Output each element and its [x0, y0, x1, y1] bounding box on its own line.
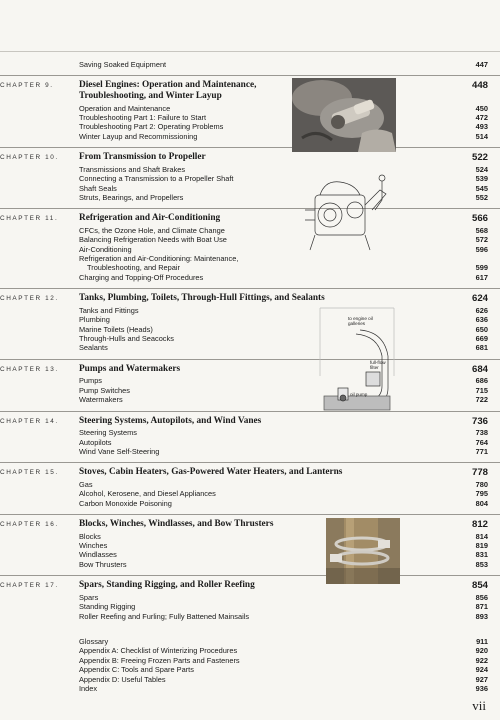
section-page: 514: [475, 131, 488, 141]
section-page: 780: [475, 479, 488, 489]
section-title: Troubleshooting, and Repair: [87, 263, 180, 273]
section-page: 572: [475, 235, 488, 245]
oil-system-diagram: [316, 306, 398, 412]
chapter-block: [0, 288, 500, 353]
chapter-block: [0, 575, 500, 621]
section-page: 472: [475, 112, 488, 122]
section-page: 626: [475, 305, 488, 315]
section-page: 539: [475, 174, 488, 184]
section-entry[interactable]: [0, 602, 500, 611]
chapter-block: [0, 462, 500, 508]
back-matter-entry[interactable]: [0, 665, 500, 674]
chapter-title-line: Blocks, Winches, Windlasses, and Bow Thrusters: [79, 519, 274, 530]
chapter-label: CHAPTER 17.: [0, 582, 59, 590]
section-entry[interactable]: [0, 334, 500, 343]
chapter-title-line: Pumps and Watermakers: [79, 363, 181, 374]
section-page: 771: [475, 446, 488, 456]
back-matter-page: 911: [476, 637, 488, 646]
section-title: Transmissions and Shaft Brakes: [79, 164, 186, 174]
back-matter-title: Appendix C: Tools and Spare Parts: [79, 665, 194, 675]
section-entry[interactable]: [0, 541, 500, 550]
section-page: 686: [475, 376, 488, 386]
section-title: Winches: [79, 541, 108, 551]
chapter-title-line: Spars, Standing Rigging, and Roller Reefing: [79, 580, 255, 591]
chapter-label: CHAPTER 10.: [0, 154, 59, 162]
section-title: Through-Hulls and Seacocks: [79, 334, 174, 343]
section-entry[interactable]: [0, 263, 500, 272]
section-entry[interactable]: [0, 226, 500, 235]
section-page: 853: [475, 559, 488, 569]
back-matter-page: 924: [475, 665, 488, 675]
section-title: Tanks and Fittings: [79, 305, 139, 315]
section-title: Marine Toilets (Heads): [79, 324, 153, 334]
section-title: Alcohol, Kerosene, and Diesel Appliances: [79, 489, 216, 499]
chapter-title[interactable]: [79, 467, 379, 478]
section-list: [0, 428, 500, 456]
back-matter-entry[interactable]: [0, 646, 500, 655]
back-matter-entry[interactable]: [0, 675, 500, 684]
back-matter-page: 922: [475, 655, 488, 665]
section-title: Roller Reefing and Furling; Fully Battened Mainsails: [79, 611, 250, 621]
section-entry[interactable]: [0, 193, 500, 202]
label-to-engine: to engine oil galleries: [348, 316, 373, 326]
section-entry[interactable]: [0, 325, 500, 334]
section-page: 893: [475, 611, 488, 621]
section-title: Troubleshooting Part 1: Failure to Start: [79, 112, 207, 122]
chapter-title-line: Steering Systems, Autopilots, and Wind Vanes: [79, 415, 262, 426]
back-matter-page: 936: [475, 683, 488, 693]
toc-column: [0, 60, 500, 693]
chapter-list: [0, 75, 500, 621]
section-page: 669: [475, 334, 488, 343]
section-page: 856: [475, 592, 488, 602]
section-title: Blocks: [79, 531, 101, 541]
section-page: 596: [475, 244, 488, 254]
section-entry[interactable]: [0, 489, 500, 498]
section-entry[interactable]: [0, 593, 500, 602]
section-title: Pumps: [79, 376, 103, 386]
section-title: Windlasses: [79, 550, 117, 560]
section-page: 545: [475, 183, 488, 193]
chapter-title-line: Refrigeration and Air-Conditioning: [79, 213, 221, 224]
section-entry[interactable]: [0, 315, 500, 324]
section-entry[interactable]: [0, 343, 500, 352]
chapter-title-line: Diesel Engines: Operation and Maintenance,: [79, 80, 257, 91]
section-page: 493: [475, 122, 488, 132]
section-entry[interactable]: [0, 499, 500, 508]
section-title: Steering Systems: [79, 428, 137, 438]
section-title: Shaft Seals: [79, 183, 117, 193]
chapter-page: 566: [471, 213, 488, 225]
section-title: Gas: [79, 479, 93, 489]
chapter-block: [0, 208, 500, 282]
section-title: Connecting a Transmission to a Propeller Shaft: [79, 174, 234, 184]
chapter-page: 778: [471, 467, 488, 479]
section-title: Wind Vane Self-Steering: [79, 446, 160, 456]
section-page: 764: [475, 437, 488, 447]
section-list: [0, 226, 500, 282]
section-entry[interactable]: [0, 104, 500, 113]
section-title: Sealants: [79, 343, 108, 353]
section-page: 871: [475, 602, 488, 612]
section-entry[interactable]: [0, 184, 500, 193]
chapter-block: [0, 75, 500, 141]
back-matter-title: Appendix A: Checklist of Winterizing Procedures: [79, 646, 238, 656]
chapter-title-line: Troubleshooting, and Winter Layup: [79, 90, 222, 101]
section-entry[interactable]: [0, 254, 500, 263]
chapter-block: [0, 359, 500, 405]
section-page: 650: [475, 324, 488, 334]
chapter-block: [0, 411, 500, 457]
section-entry[interactable]: [0, 132, 500, 141]
section-title: Spars: [79, 592, 99, 602]
chapter-page: 624: [471, 293, 488, 305]
back-matter-title: Glossary: [79, 637, 109, 646]
chapter-title-line: From Transmission to Propeller: [79, 152, 206, 163]
section-title: Charging and Topping-Off Procedures: [79, 272, 204, 282]
section-entry[interactable]: [0, 612, 500, 621]
chapter-title[interactable]: [79, 416, 379, 427]
section-list: [0, 165, 500, 203]
section-page: 636: [475, 315, 488, 325]
section-title: Winter Layup and Recommissioning: [79, 131, 198, 141]
section-entry[interactable]: [0, 560, 500, 569]
chapter-page: 448: [471, 80, 488, 92]
section-title: Balancing Refrigeration Needs with Boat Use: [79, 235, 227, 245]
section-page: 552: [475, 192, 488, 202]
section-title: Plumbing: [79, 315, 110, 325]
back-matter-title: Appendix D: Useful Tables: [79, 674, 166, 684]
section-entry[interactable]: [0, 165, 500, 174]
back-matter-title: Appendix B: Freeing Frozen Parts and Fasteners: [79, 655, 240, 665]
section-entry[interactable]: [0, 174, 500, 183]
back-matter-page: 927: [475, 674, 488, 684]
chapter-page: 522: [471, 152, 488, 164]
chapter-label: CHAPTER 16.: [0, 521, 59, 529]
section-page: 450: [475, 103, 488, 113]
chapter-page: 812: [471, 519, 488, 531]
section-title: CFCs, the Ozone Hole, and Climate Change: [79, 225, 225, 235]
toc-lead-entry: [0, 60, 500, 69]
chapter-label: CHAPTER 14.: [0, 417, 59, 425]
section-page: 617: [475, 272, 488, 282]
chapter-label: CHAPTER 12.: [0, 295, 59, 303]
section-entry[interactable]: [0, 113, 500, 122]
chapter-label: CHAPTER 13.: [0, 365, 59, 373]
chapter-label: CHAPTER 9.: [0, 82, 54, 90]
back-matter-entry[interactable]: [0, 684, 500, 693]
back-matter-list: [0, 637, 500, 693]
section-list: [0, 593, 500, 621]
section-title: Operation and Maintenance: [79, 103, 171, 113]
back-matter-page: 920: [475, 646, 488, 656]
chapter-page: 854: [471, 580, 488, 592]
entry-page: 447: [475, 60, 488, 69]
section-page: 819: [475, 541, 488, 551]
section-page: 524: [475, 164, 488, 174]
back-matter-title: Index: [79, 683, 98, 693]
section-entry[interactable]: [0, 447, 500, 456]
chapter-label: CHAPTER 11.: [0, 215, 59, 223]
page-number: vii: [472, 698, 486, 713]
chapter-block: [0, 147, 500, 202]
section-entry[interactable]: [0, 306, 500, 315]
section-entry[interactable]: [0, 122, 500, 131]
section-entry[interactable]: [0, 550, 500, 559]
section-list: [0, 376, 500, 404]
section-entry[interactable]: [0, 532, 500, 541]
section-title: Watermakers: [79, 395, 123, 405]
section-entry[interactable]: [0, 428, 500, 437]
section-title: Refrigeration and Air-Conditioning: Maintenance,: [79, 254, 239, 264]
section-title: Bow Thrusters: [79, 559, 127, 569]
section-page: 681: [475, 343, 488, 353]
chapter-title[interactable]: [79, 293, 379, 304]
section-list: [0, 532, 500, 570]
compressor-drawing: [300, 170, 390, 260]
section-entry[interactable]: [0, 395, 500, 404]
label-full-flow: full-flow filter: [370, 360, 386, 370]
chapter-label: CHAPTER 15.: [0, 469, 59, 477]
section-title: Troubleshooting Part 2: Operating Problems: [79, 122, 224, 132]
entry-title: Saving Soaked Equipment: [79, 60, 167, 69]
section-list: [0, 104, 500, 142]
top-rule: [0, 51, 500, 52]
section-page: 722: [475, 395, 488, 405]
section-title: Struts, Bearings, and Propellers: [79, 192, 184, 202]
section-entry[interactable]: [0, 376, 500, 385]
section-list: [0, 480, 500, 508]
section-entry[interactable]: [0, 480, 500, 489]
section-entry[interactable]: [0, 235, 500, 244]
section-title: Air-Conditioning: [79, 244, 132, 254]
hose-clamp-photo: [326, 518, 400, 584]
chapter-title[interactable]: [79, 152, 379, 163]
section-page: 831: [475, 550, 488, 560]
section-entry[interactable]: [0, 438, 500, 447]
section-list: [0, 306, 500, 353]
section-entry[interactable]: [0, 245, 500, 254]
chapter-title-line: Stoves, Cabin Heaters, Gas-Powered Water Heaters, and Lanterns: [79, 467, 343, 478]
chapter-block: [0, 514, 500, 569]
back-matter-entry[interactable]: [0, 637, 500, 646]
section-page: 715: [475, 385, 488, 395]
section-page: 738: [475, 428, 488, 438]
chapter-page: 736: [471, 415, 488, 427]
section-title: Carbon Monoxide Poisoning: [79, 498, 172, 508]
section-page: 814: [475, 531, 488, 541]
section-entry[interactable]: [0, 386, 500, 395]
chapter-page: 684: [471, 363, 488, 375]
back-matter-entry[interactable]: [0, 656, 500, 665]
section-title: Pump Switches: [79, 385, 130, 395]
section-page: 599: [475, 263, 488, 273]
section-page: 568: [475, 225, 488, 235]
section-page: 804: [475, 498, 488, 508]
section-title: Standing Rigging: [79, 602, 136, 612]
label-oil-pump: oil pump: [350, 392, 368, 397]
section-title: Autopilots: [79, 437, 112, 447]
section-entry[interactable]: [0, 273, 500, 282]
diesel-injector-photo: [292, 78, 396, 152]
section-page: 795: [475, 489, 488, 499]
chapter-title-line: Tanks, Plumbing, Toilets, Through-Hull Fittings, and Sealants: [79, 293, 325, 304]
